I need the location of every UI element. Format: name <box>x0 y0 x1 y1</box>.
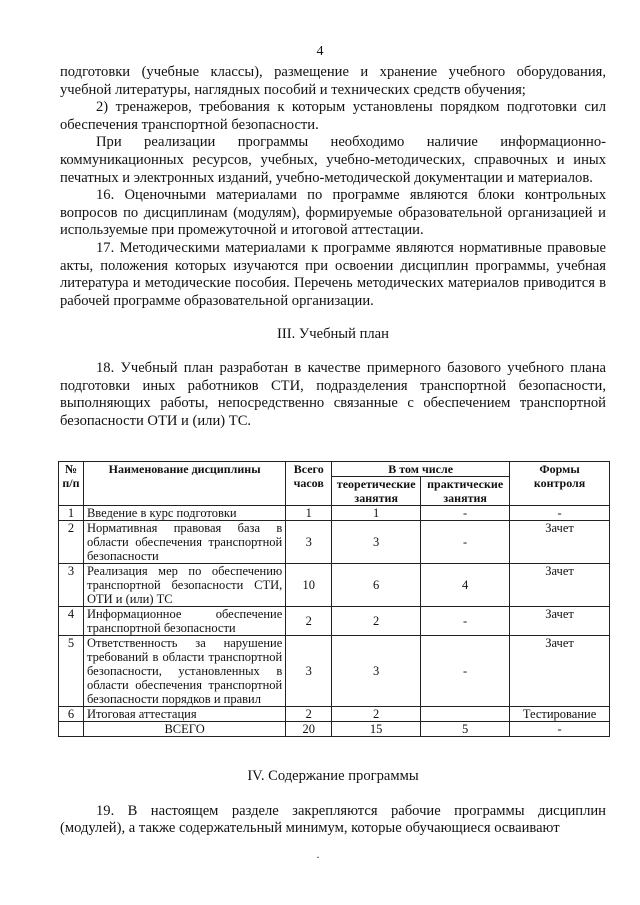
row-num: 5 <box>59 636 84 707</box>
header-group: В том числе <box>332 462 510 477</box>
header-forms: Формы контроля <box>510 462 610 506</box>
body-text-top <box>60 64 606 430</box>
total-control: - <box>510 722 610 737</box>
row-total: 2 <box>286 707 332 722</box>
row-name: Итоговая аттестация <box>83 707 285 722</box>
table-row <box>59 636 610 707</box>
row-name: Информационное обеспечение транспортной безопасности <box>83 607 285 636</box>
total-practice: 5 <box>421 722 510 737</box>
paragraph: подготовки (учебные классы), размещение и хранение учебного оборудования, учебной литературы, наглядных пособий и технических средств обучения; <box>60 64 606 98</box>
row-control: Зачет <box>510 607 610 636</box>
paragraph: При реализации программы необходимо наличие информационно-коммуникационных ресурсов, учебных, учебно-методических, справочных и иных печатных и электронных изданий, учебно-методической документации и материалов. <box>60 134 606 186</box>
row-total: 3 <box>286 521 332 564</box>
row-practice: - <box>421 506 510 521</box>
row-practice: - <box>421 607 510 636</box>
row-theory: 3 <box>332 521 421 564</box>
row-num: 4 <box>59 607 84 636</box>
page-number: 4 <box>316 44 324 59</box>
row-control: Зачет <box>510 564 610 607</box>
row-practice <box>421 707 510 722</box>
table-total-row <box>59 722 610 737</box>
row-total: 10 <box>286 564 332 607</box>
row-theory: 1 <box>332 506 421 521</box>
row-total: 1 <box>286 506 332 521</box>
row-practice: - <box>421 636 510 707</box>
header-name: Наименование дисциплины <box>83 462 285 506</box>
row-total: 2 <box>286 607 332 636</box>
header-num: № п/п <box>59 462 84 506</box>
row-theory: 2 <box>332 707 421 722</box>
body-text-bottom <box>60 768 606 838</box>
table-row <box>59 607 610 636</box>
row-control: Зачет <box>510 521 610 564</box>
header-practice: практические занятия <box>421 477 510 506</box>
paragraph-18: 18. Учебный план разработан в качестве примерного базового учебного плана подготовки иных работников СТИ, подразделения транспортной безопасности, выполняющих работы, непосредственно связанные с обеспечением транспортной безопасности ОТИ и (или) ТС. <box>60 359 606 429</box>
row-name: Нормативная правовая база в области обеспечения транспортной безопасности <box>83 521 285 564</box>
paragraph-19: 19. В настоящем разделе закрепляются рабочие программы дисциплин (модулей), а также содержательный минимум, которые обучающиеся осваивают <box>60 802 606 837</box>
row-name: Введение в курс подготовки <box>83 506 285 521</box>
footer-mark: · <box>316 850 320 864</box>
table-row <box>59 521 610 564</box>
row-name: Реализация мер по обеспечению транспортной безопасности СТИ, ОТИ и (или) ТС <box>83 564 285 607</box>
row-num: 6 <box>59 707 84 722</box>
header-total: Всего часов <box>286 462 332 506</box>
curriculum-table <box>58 461 610 737</box>
total-theory: 15 <box>332 722 421 737</box>
row-control: Зачет <box>510 636 610 707</box>
row-theory: 6 <box>332 564 421 607</box>
paragraph: 2) тренажеров, требования к которым установлены порядком подготовки сил обеспечения транспортной безопасности. <box>60 99 606 133</box>
section-heading-4: IV. Содержание программы <box>247 768 419 784</box>
total-label: ВСЕГО <box>83 722 285 737</box>
row-num: 3 <box>59 564 84 607</box>
row-total: 3 <box>286 636 332 707</box>
paragraph: 16. Оценочными материалами по программе являются блоки контрольных вопросов по дисциплинам (модулям), формируемые образовательной организацией и используемые при промежуточной и итоговой аттестации. <box>60 187 606 239</box>
row-name: Ответственность за нарушение требований в области транспортной безопасности, установленных в области обеспечения транспортной безопасности порядков и правил <box>83 636 285 707</box>
paragraph: 17. Методическими материалами к программе являются нормативные правовые акты, положения которых изучаются при освоении дисциплин программы, учебная литература и методические пособия. Перечень методических материалов приводится в рабочей программе образовательной организации. <box>60 239 606 309</box>
total-hours: 20 <box>286 722 332 737</box>
table-row <box>59 707 610 722</box>
row-num: 1 <box>59 506 84 521</box>
section-heading-3: III. Учебный план <box>277 326 389 343</box>
table-header-row <box>59 462 610 477</box>
row-num: 2 <box>59 521 84 564</box>
row-control: - <box>510 506 610 521</box>
row-practice: 4 <box>421 564 510 607</box>
row-control: Тестирование <box>510 707 610 722</box>
row-practice: - <box>421 521 510 564</box>
row-theory: 2 <box>332 607 421 636</box>
table-row <box>59 506 610 521</box>
header-theory: теоретические занятия <box>332 477 421 506</box>
table-row <box>59 564 610 607</box>
row-theory: 3 <box>332 636 421 707</box>
